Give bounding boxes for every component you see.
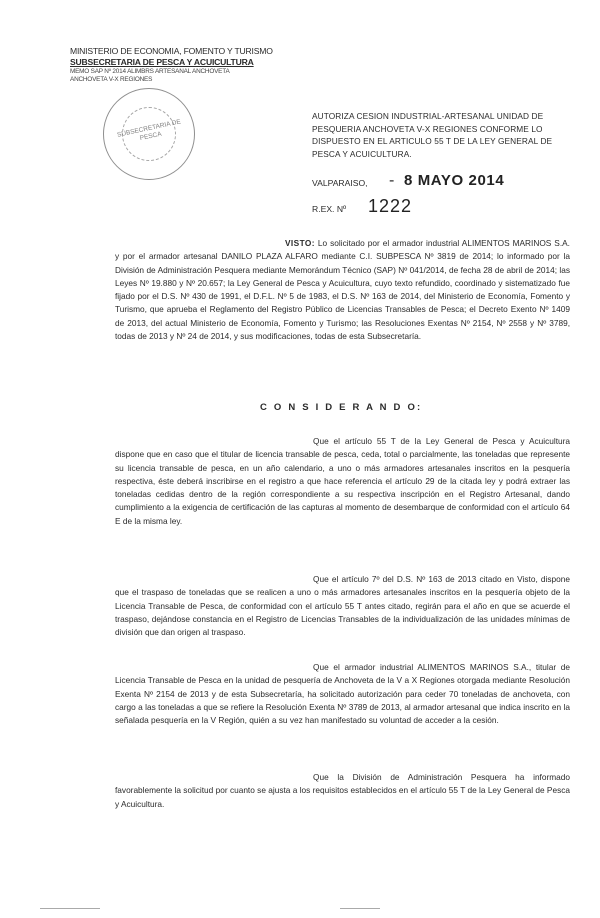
letterhead [70, 46, 330, 84]
memo-subject: ANCHOVETA V-X REGIONES [70, 76, 153, 83]
visto-text: Lo solicitado por el armador industrial ALIMENTOS MARINOS S.A. y por el armador artesanal DANILO PLAZA ALFARO mediante C.I. SUBPESCA Nº 3819 de 2014; lo informado por la División de Administración Pesquera mediante Memorándum Técnico (SAP) Nº 041/2014, de fecha 28 de abril de 2014; las Leyes Nº 19.880 y Nº 20.657; la Ley General de Pesca y Acuicultura, cuyo texto refundido, coordinado y sistematizado fue fijado por el D.S. Nº 430 de 1991, el D.F.L. Nº 5 de 1983, el D.S. Nº 163 de 2014, del Ministerio de Economía, Fomento y Turismo, que aprueba el Reglamento del Registro Público de Licencias Transables de Pesca; el Decreto Exento Nº 1409 de 2013, del actual Ministerio de Economía, Fomento y Turismo; las Resoluciones Exentas Nº 2154, Nº 2558 y Nº 3789, todas de 2013 y Nº 24 de 2014, y sus modificaciones, todas de esta Subsecretaría. [115, 238, 570, 342]
date-stamp: 8 MAYO 2014 [404, 172, 505, 189]
resolution-number [312, 196, 512, 218]
considerando-paragraph-3: Que el armador industrial ALIMENTOS MARINOS S.A., titular de Licencia Transable de Pesca en la unidad de pesquería de Anchoveta de la V a X Regiones otorgada mediante Resolución Exenta Nº 2154 de 2013 y de esta Subsecretaría, ha solicitado autorización para ceder 70 toneladas de anchoveta, con cargo a las toneladas a que se refiere la Resolución Exenta Nº 3789 de 2013, al armador artesanal que indica inscrito en la señalada pesquería en la V Región, quién a su vez han manifestado su voluntad de acceder a la cesión. [115, 662, 570, 726]
place-date [312, 170, 572, 192]
rex-label: R.EX. Nº [312, 204, 347, 214]
ministry-name: MINISTERIO DE ECONOMIA, FOMENTO Y TURISMO [70, 46, 273, 56]
visto-paragraph [115, 237, 570, 343]
resolution-title: AUTORIZA CESION INDUSTRIAL-ARTESANAL UNIDAD DE PESQUERIA ANCHOVETA V-X REGIONES CONFORME LO DISPUESTO EN EL ARTICULO 55 T DE LA LEY GENERAL DE PESCA Y ACUICULTURA. [312, 111, 553, 159]
footer-mark [340, 908, 380, 909]
place: VALPARAISO, [312, 178, 368, 188]
date-dash: - [389, 172, 395, 189]
official-stamp [103, 88, 195, 180]
memo-reference: MEMO SAP Nº 2014 ALIMBRS ARTESANAL ANCHOVETA [70, 68, 230, 75]
considerando-paragraph-4: Que la División de Administración Pesquera ha informado favorablemente la solicitud por cuanto se ajusta a los requisitos establecidos en el artículo 55 T de la Ley General de Pesca y Acuicultura. [115, 772, 570, 809]
considerando-heading: C O N S I D E R A N D O: [260, 402, 423, 413]
footer-mark [40, 908, 100, 909]
considerando-paragraph-2: Que el artículo 7º del D.S. Nº 163 de 2013 citado en Visto, dispone que el traspaso de toneladas que se realicen a uno o más armadores artesanales inscritos en la pesquería objeto de la Licencia Transable de Pesca, de conformidad con el artículo 55 T antes citado, regirán para el año en que se acuerde el traspaso, dejándose constancia en el Registro de Licencias Transables de la individualización de las unidades mínimas de división que dan origen al traspaso. [115, 574, 570, 638]
stamp-text: SUBSECRETARIA DE PESCA [116, 118, 182, 143]
subsecretaria-name: SUBSECRETARIA DE PESCA Y ACUICULTURA [70, 57, 254, 67]
rex-number: 1222 [368, 196, 413, 216]
visto-keyword: VISTO: [285, 238, 315, 248]
considerando-paragraph-1: Que el artículo 55 T de la Ley General de Pesca y Acuicultura dispone que en caso que el titular de licencia transable de pesca, ceda, total o parcialmente, las toneladas que represente su licencia transable de pesca, en un año calendario, a uno o más armadores artesanales inscritos en la pesquería respectiva, éste deberá inscribirse en el registro a que hace referencia el artículo 29 de la citada ley y podrá extraer las toneladas cedidas dentro de la región correspondiente a su respectiva inscripción en el Registro Artesanal, dando cumplimiento a la exigencia de certificación de las capturas al momento de desembarque de conformidad con el artículo 64 E de la misma ley. [115, 436, 570, 526]
